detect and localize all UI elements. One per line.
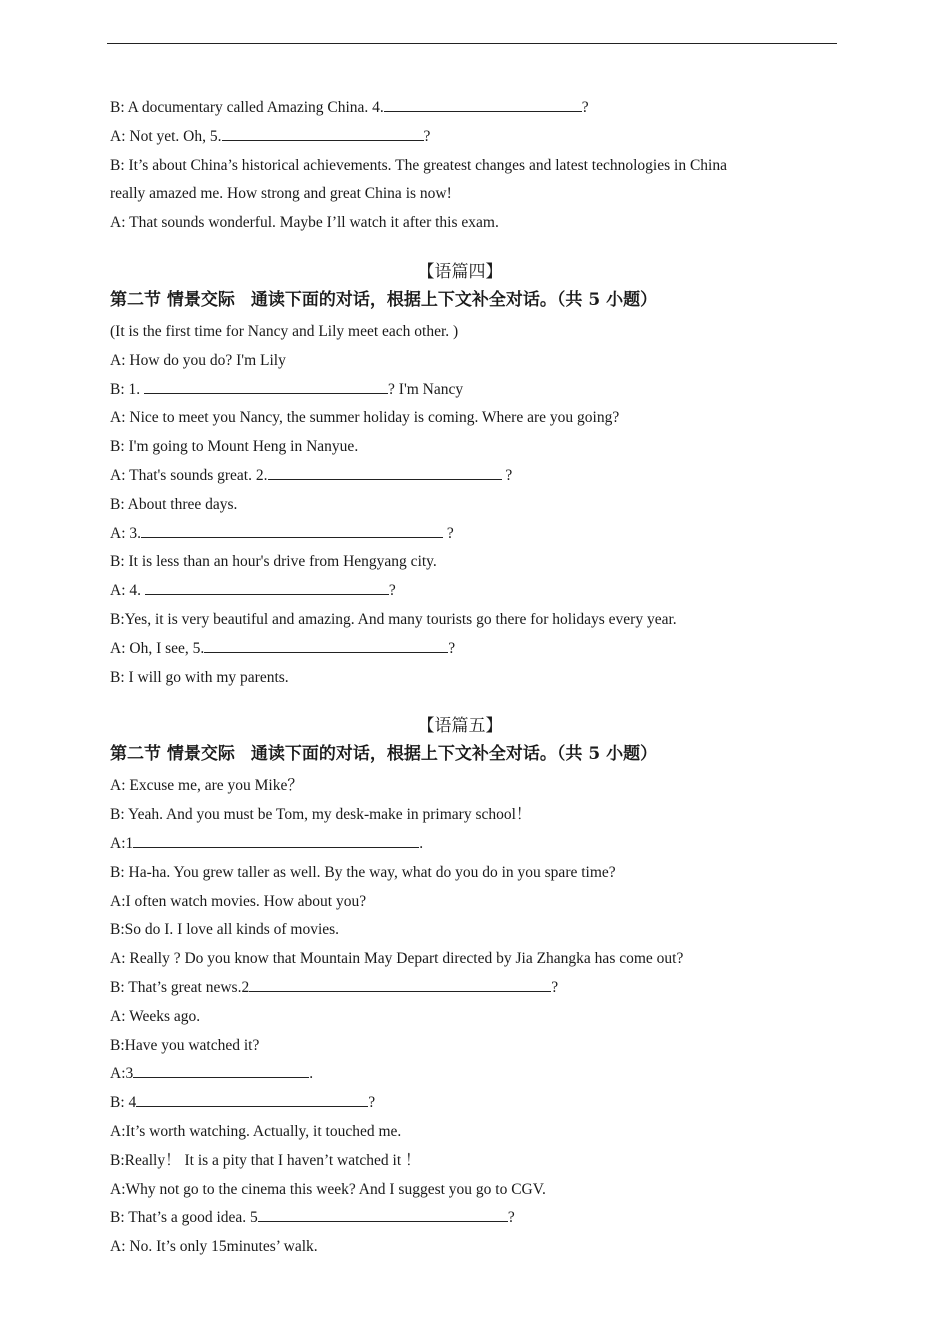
line-text-end: ? [581, 99, 589, 116]
dialogue-line [110, 772, 810, 801]
passage-4-instructions [110, 286, 810, 314]
document-body [110, 94, 810, 1262]
line-text-end: ? [443, 524, 454, 542]
dialogue-line [110, 1089, 810, 1118]
dialogue-line [110, 376, 810, 405]
line-text-end: ? [507, 1209, 515, 1227]
dialogue-line [110, 520, 810, 549]
dialogue-line [110, 123, 810, 152]
dialogue-line [110, 94, 810, 123]
dialogue-line [110, 209, 810, 238]
dialogue-line [110, 801, 810, 830]
line-text: B: A documentary called Amazing China. 4. [110, 99, 384, 116]
line-text: B: 4 [110, 1094, 137, 1112]
dialogue-line [110, 945, 810, 974]
line-text-end: ? [501, 466, 513, 484]
dialogue-line [110, 577, 810, 606]
dialogue-line [110, 888, 810, 917]
line-text: B: That’s great news.2 [110, 978, 250, 996]
header-rule [107, 43, 837, 44]
line-text: B: 1. [110, 380, 145, 398]
section-label: 第二节 情景交际 [110, 289, 235, 310]
line-text: B:Really！ It is a pity that I haven’t watched it ！ [110, 1151, 421, 1169]
passage-5-heading: 【语篇五】 [417, 716, 503, 737]
line-text: B:Have you watched it? [110, 1036, 260, 1054]
dialogue-line [110, 1118, 810, 1147]
passage-4-dialogue [110, 318, 810, 692]
passage-4-heading: 【语篇四】 [417, 261, 503, 282]
section-label: 第二节 情景交际 [110, 744, 235, 765]
line-text: A: Nice to meet you Nancy, the summer holiday is coming. Where are you going? [110, 409, 620, 427]
line-text: B: About three days. [110, 495, 238, 513]
line-text: A: Oh, I see, 5. [110, 639, 205, 657]
line-text: A: Really ? Do you know that Mountain May Depart directed by Jia Zhangka has come out? [110, 950, 684, 968]
passage-5-instructions [110, 740, 810, 768]
dialogue-line [110, 152, 810, 181]
dialogue-line [110, 635, 810, 664]
dialogue-line [110, 606, 810, 635]
line-text-end: . [419, 834, 424, 852]
line-text: B: I will go with my parents. [110, 668, 289, 686]
line-text-end: ? [388, 582, 396, 600]
dialogue-line [110, 664, 810, 693]
answer-blank[interactable] [133, 1060, 309, 1078]
answer-blank[interactable] [141, 520, 443, 538]
line-text: (It is the first time for Nancy and Lily meet each other. ) [110, 322, 459, 340]
dialogue-line [110, 859, 810, 888]
line-text: A:3 [110, 1065, 134, 1083]
line-text: B: I'm going to Mount Heng in Nanyue. [110, 438, 359, 456]
dialogue-line [110, 491, 810, 520]
line-text: B: It’s about China’s historical achievements. The greatest changes and latest technologies in China [110, 156, 727, 174]
line-text: A: Not yet. Oh, 5. [110, 127, 222, 145]
line-text: A: That sounds wonderful. Maybe I’ll watch it after this exam. [110, 214, 499, 232]
dialogue-line [110, 548, 810, 577]
line-text-end: . [309, 1065, 314, 1083]
line-text: A: That's sounds great. 2. [110, 466, 268, 484]
line-text: A: Weeks ago. [110, 1007, 201, 1025]
dialogue-line [110, 916, 810, 945]
answer-blank[interactable] [145, 577, 389, 595]
line-text: B: That’s a good idea. 5 [110, 1209, 258, 1227]
dialogue-line [110, 462, 810, 491]
answer-blank[interactable] [144, 376, 388, 394]
line-text: A:It’s worth watching. Actually, it touched me. [110, 1122, 402, 1140]
line-text: A: 4. [110, 582, 145, 600]
dialogue-line [110, 347, 810, 376]
dialogue-line [110, 433, 810, 462]
answer-blank[interactable] [136, 1089, 368, 1107]
dialogue-line [110, 1003, 810, 1032]
instruction-text: 通读下面的对话，根据上下文补全对话。（共 5 小题） [250, 289, 658, 310]
line-text: B:So do I. I love all kinds of movies. [110, 921, 340, 939]
dialogue-line [110, 180, 810, 209]
dialogue-line [110, 830, 810, 859]
dialogue-line [110, 974, 810, 1003]
answer-blank[interactable] [222, 123, 424, 141]
dialogue-block-3-continued [110, 94, 810, 238]
dialogue-line [110, 1147, 810, 1176]
dialogue-line [110, 1032, 810, 1061]
line-text: A: How do you do? I'm Lily [110, 351, 286, 369]
dialogue-line [110, 318, 810, 347]
line-text: A:1 [110, 834, 134, 852]
line-text-end: ? [551, 978, 559, 996]
answer-blank[interactable] [258, 1204, 508, 1222]
passage-5-dialogue [110, 772, 810, 1262]
answer-blank[interactable] [133, 830, 419, 848]
line-text: A:Why not go to the cinema this week? And I suggest you go to CGV. [110, 1180, 546, 1198]
line-text: A:I often watch movies. How about you? [110, 892, 367, 910]
line-text: B: Yeah. And you must be Tom, my desk-make in primary school！ [110, 806, 532, 824]
line-text: B:Yes, it is very beautiful and amazing. And many tourists go there for holidays every year. [110, 610, 677, 628]
dialogue-line [110, 1176, 810, 1205]
line-text: B: Ha-ha. You grew taller as well. By the way, what do you do in you spare time? [110, 863, 616, 881]
line-text: B: It is less than an hour's drive from Hengyang city. [110, 553, 437, 571]
line-text-end: ? [448, 639, 456, 657]
line-text-end: ? I'm Nancy [388, 380, 464, 398]
line-text-end: ? [368, 1094, 376, 1112]
answer-blank[interactable] [249, 974, 551, 992]
dialogue-line [110, 404, 810, 433]
line-text: A: 3. [110, 524, 141, 542]
answer-blank[interactable] [204, 635, 448, 653]
dialogue-line [110, 1060, 810, 1089]
line-text: A: No. It’s only 15minutes’ walk. [110, 1238, 318, 1256]
line-text-end: ? [423, 127, 431, 145]
line-text: really amazed me. How strong and great China is now! [110, 185, 452, 203]
dialogue-line [110, 1204, 810, 1233]
answer-blank[interactable] [384, 94, 582, 112]
answer-blank[interactable] [268, 462, 502, 480]
instruction-text: 通读下面的对话，根据上下文补全对话。（共 5 小题） [250, 744, 658, 765]
line-text: A: Excuse me, are you Mike？ [110, 777, 303, 795]
dialogue-line [110, 1233, 810, 1262]
